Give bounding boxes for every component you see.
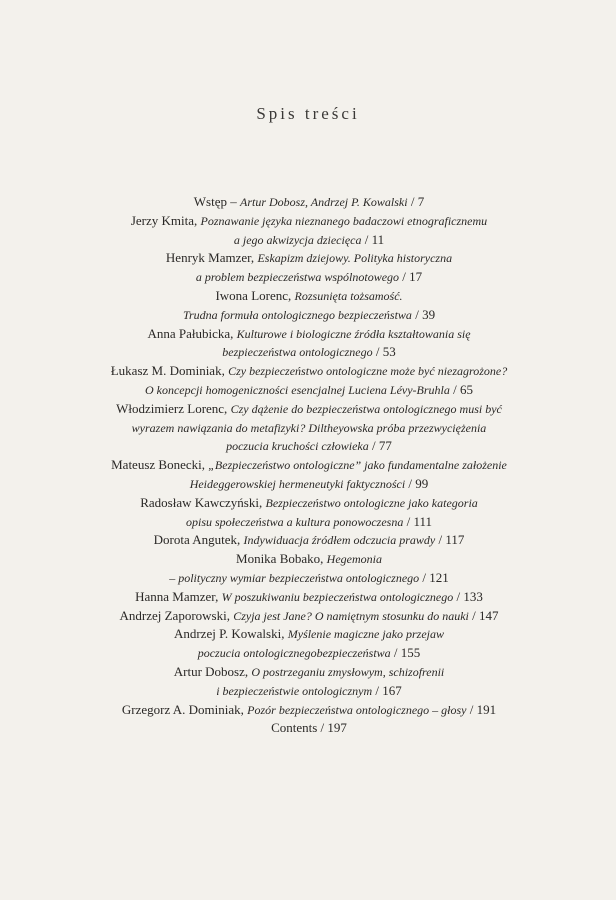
toc-author: Wstęp – xyxy=(193,194,240,209)
toc-page-number: 111 xyxy=(413,513,432,529)
toc-work-title: Rozsunięta tożsamość. xyxy=(294,288,403,303)
toc-work-title: „Bezpieczeństwo ontologiczne” jako fundamentalne założenie xyxy=(208,458,507,473)
toc-page-number: 17 xyxy=(409,269,423,285)
toc-work-title: bezpieczeństwa ontologicznego xyxy=(222,345,373,360)
toc-author: Radosław Kawczyński, xyxy=(140,494,266,510)
toc-work-title: W poszukiwaniu bezpieczeństwa ontologicznego xyxy=(221,589,454,604)
page-separator: / xyxy=(372,682,383,698)
toc-author: Monika Bobako, xyxy=(236,551,327,567)
toc-line xyxy=(18,306,600,325)
toc-line xyxy=(18,437,600,456)
toc-author: Grzegorz A. Dominiak, xyxy=(121,701,248,717)
toc-work-title: Heideggerowskiej hermeneutyki faktyczności xyxy=(189,476,406,491)
toc-line xyxy=(18,231,600,250)
toc-work-title: Eskapizm dziejowy. Polityka historyczna xyxy=(257,251,453,266)
toc-work-title: i bezpieczeństwie ontologicznym xyxy=(216,683,373,698)
toc-author: Andrzej P. Kowalski, xyxy=(173,626,288,642)
toc-line xyxy=(18,381,600,400)
toc-work-title: opisu społeczeństwa a kultura ponowoczesna xyxy=(186,514,404,529)
toc-line xyxy=(18,513,600,532)
toc-work-title: Bezpieczeństwo ontologiczne jako kategoria xyxy=(265,495,478,510)
page-separator: / xyxy=(411,306,423,322)
toc-page-number: 53 xyxy=(382,344,396,360)
toc-work-title: Poznawanie języka nieznanego badaczowi etnograficznemu xyxy=(200,213,488,228)
toc-line xyxy=(18,362,600,381)
toc-work-title: a problem bezpieczeństwa wspólnotowego xyxy=(195,270,400,285)
toc-work-title: Kulturowe i biologiczne źródła kształtowania się xyxy=(236,326,471,341)
page-separator: / xyxy=(390,645,401,661)
toc-line xyxy=(18,494,600,513)
toc-page-number: 7 xyxy=(417,194,425,209)
toc-line xyxy=(18,212,600,231)
page-separator: / xyxy=(361,231,372,247)
toc-line xyxy=(18,268,600,287)
toc-page-number: 65 xyxy=(460,381,474,397)
toc-work-title: Trudna formuła ontologicznego bezpieczeństwa xyxy=(182,307,412,322)
toc-work-title: Czy bezpieczeństwo ontologiczne może być niezagrożone? xyxy=(228,364,508,379)
toc-author: Anna Pałubicka, xyxy=(147,325,237,341)
toc-work-title: O postrzeganiu zmysłowym, schizofrenii xyxy=(251,664,445,679)
toc-line xyxy=(18,419,600,438)
toc-author: Jerzy Kmita, xyxy=(130,212,201,228)
toc-work-title: poczucia kruchości człowieka xyxy=(226,439,369,454)
page-separator: / xyxy=(419,569,430,585)
toc-line xyxy=(18,550,600,569)
toc-page-number: 117 xyxy=(445,532,465,548)
toc-page-number: 155 xyxy=(400,645,421,661)
page-separator: / xyxy=(466,701,477,717)
toc-line xyxy=(18,644,600,663)
page-separator: / xyxy=(403,513,414,529)
toc-line xyxy=(18,325,600,344)
toc-author: Włodzimierz Lorenc, xyxy=(116,400,231,416)
toc-line xyxy=(18,531,600,550)
toc-work-title: Indywiduacja źródłem odczucia prawdy xyxy=(243,533,436,548)
toc-author: Andrzej Zaporowski, xyxy=(119,607,234,623)
toc-author: Artur Dobosz, xyxy=(173,663,252,679)
toc-work-title: poczucia ontologicznegobezpieczeństwa xyxy=(197,646,391,661)
toc-page-number: 121 xyxy=(429,569,449,585)
toc-author: Hanna Mamzer, xyxy=(135,588,222,604)
toc-line xyxy=(18,588,600,607)
toc-page-number: 197 xyxy=(327,720,347,736)
toc-page-number: 77 xyxy=(378,438,392,454)
toc-work-title: O koncepcji homogeniczności esencjalnej Luciena Lévy-Bruhla xyxy=(144,382,450,397)
toc-line xyxy=(18,625,600,644)
toc-work-title: Myślenie magiczne jako przejaw xyxy=(287,627,445,642)
toc-line xyxy=(18,701,600,720)
toc-page-number: 39 xyxy=(422,306,436,322)
toc-work-title: wyrazem nawiązania do metafizyki? Diltheyowska próba przezwyciężenia xyxy=(131,420,487,435)
toc-line xyxy=(18,607,600,626)
toc-work-title: Pozór bezpieczeństwa ontologicznego – głosy xyxy=(247,702,467,717)
toc-work-title: Czy dążenie do bezpieczeństwa ontologicznego musi być xyxy=(230,401,502,416)
page-separator: / xyxy=(468,607,479,623)
page-separator: / xyxy=(435,532,446,548)
toc-author: Iwona Lorenc, xyxy=(215,287,295,303)
toc-work-title: Artur Dobosz, Andrzej P. Kowalski xyxy=(240,195,408,209)
toc-page-number: 11 xyxy=(371,231,385,247)
toc-line xyxy=(18,400,600,419)
toc-work-title: – polityczny wymiar bezpieczeństwa ontologicznego xyxy=(169,570,420,585)
toc-page-number: 147 xyxy=(478,607,499,623)
page-separator: / xyxy=(317,720,328,736)
page-separator: / xyxy=(449,381,461,397)
toc-line xyxy=(18,343,600,362)
toc-line xyxy=(18,663,600,682)
toc-author: Dorota Angutek, xyxy=(153,532,244,548)
page-separator: / xyxy=(407,194,418,209)
toc-author: Contents xyxy=(271,720,318,736)
toc-line xyxy=(18,719,600,738)
page-separator: / xyxy=(372,344,383,360)
toc-author: Mateusz Bonecki, xyxy=(111,457,209,473)
page-separator: / xyxy=(368,438,379,454)
toc-page-number: 99 xyxy=(415,475,429,491)
toc-work-title: Hegemonia xyxy=(326,552,382,567)
toc-author: Henryk Mamzer, xyxy=(165,250,258,266)
toc-page-number: 133 xyxy=(463,588,483,604)
toc-work-title: Czyja jest Jane? O namiętnym stosunku do nauki xyxy=(233,608,469,623)
toc-line xyxy=(18,193,600,212)
page-title: Spis treści xyxy=(256,104,360,123)
toc-work-title: a jego akwizycja dziecięca xyxy=(233,232,362,247)
table-of-contents xyxy=(18,193,600,738)
page-separator: / xyxy=(405,475,416,491)
toc-line xyxy=(18,287,600,306)
toc-line xyxy=(18,456,600,475)
toc-page-number: 191 xyxy=(476,701,497,717)
toc-line xyxy=(18,569,600,588)
toc-page-number: 167 xyxy=(382,682,402,698)
toc-line xyxy=(18,475,600,494)
toc-line xyxy=(18,249,600,268)
toc-line xyxy=(18,682,600,701)
toc-author: Łukasz M. Dominiak, xyxy=(110,363,229,379)
page-separator: / xyxy=(399,269,410,285)
page-separator: / xyxy=(453,588,464,604)
